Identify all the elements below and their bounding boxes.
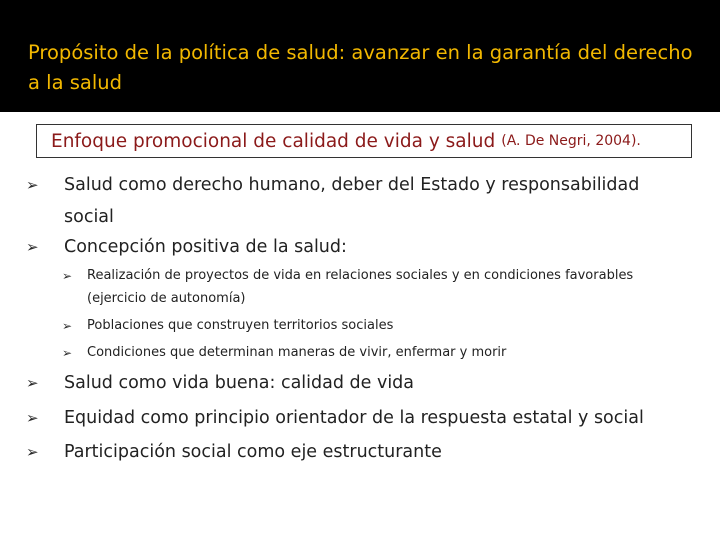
bullet-text: social [64,207,114,227]
sub-bullet-text: Condiciones que determinan maneras de vivir, enfermar y morir [87,345,507,360]
bullet-text: Concepción positiva de la salud: [64,237,347,257]
bullet-text: Equidad como principio orientador de la respuesta estatal y social [64,408,644,428]
bullet-text: Participación social como eje estructurante [64,442,442,462]
arrow-bullet-icon: ➢ [62,319,73,333]
sub-bullet-text: (ejercicio de autonomía) [87,291,246,306]
arrow-bullet-icon: ➢ [62,269,73,283]
subtitle-citation: (A. De Negri, 2004). [501,133,641,149]
arrow-bullet-icon: ➢ [26,176,39,194]
title-bar [0,0,720,112]
arrow-bullet-icon: ➢ [26,409,39,427]
sub-bullet-text: Realización de proyectos de vida en relaciones sociales y en condiciones favorables [87,268,634,283]
subtitle: Enfoque promocional de calidad de vida y salud [51,130,496,152]
slide-title: Propósito de la política de salud: avanzar en la garantía del derecho a la salud [28,41,693,94]
arrow-bullet-icon: ➢ [26,374,39,392]
subtitle-box [36,124,692,158]
bullet-text: Salud como vida buena: calidad de vida [64,373,415,393]
arrow-bullet-icon: ➢ [26,238,39,256]
sub-bullet-text: Poblaciones que construyen territorios sociales [87,318,394,333]
arrow-bullet-icon: ➢ [26,443,39,461]
arrow-bullet-icon: ➢ [62,346,73,360]
bullet-text: Salud como derecho humano, deber del Estado y responsabilidad [64,175,640,195]
